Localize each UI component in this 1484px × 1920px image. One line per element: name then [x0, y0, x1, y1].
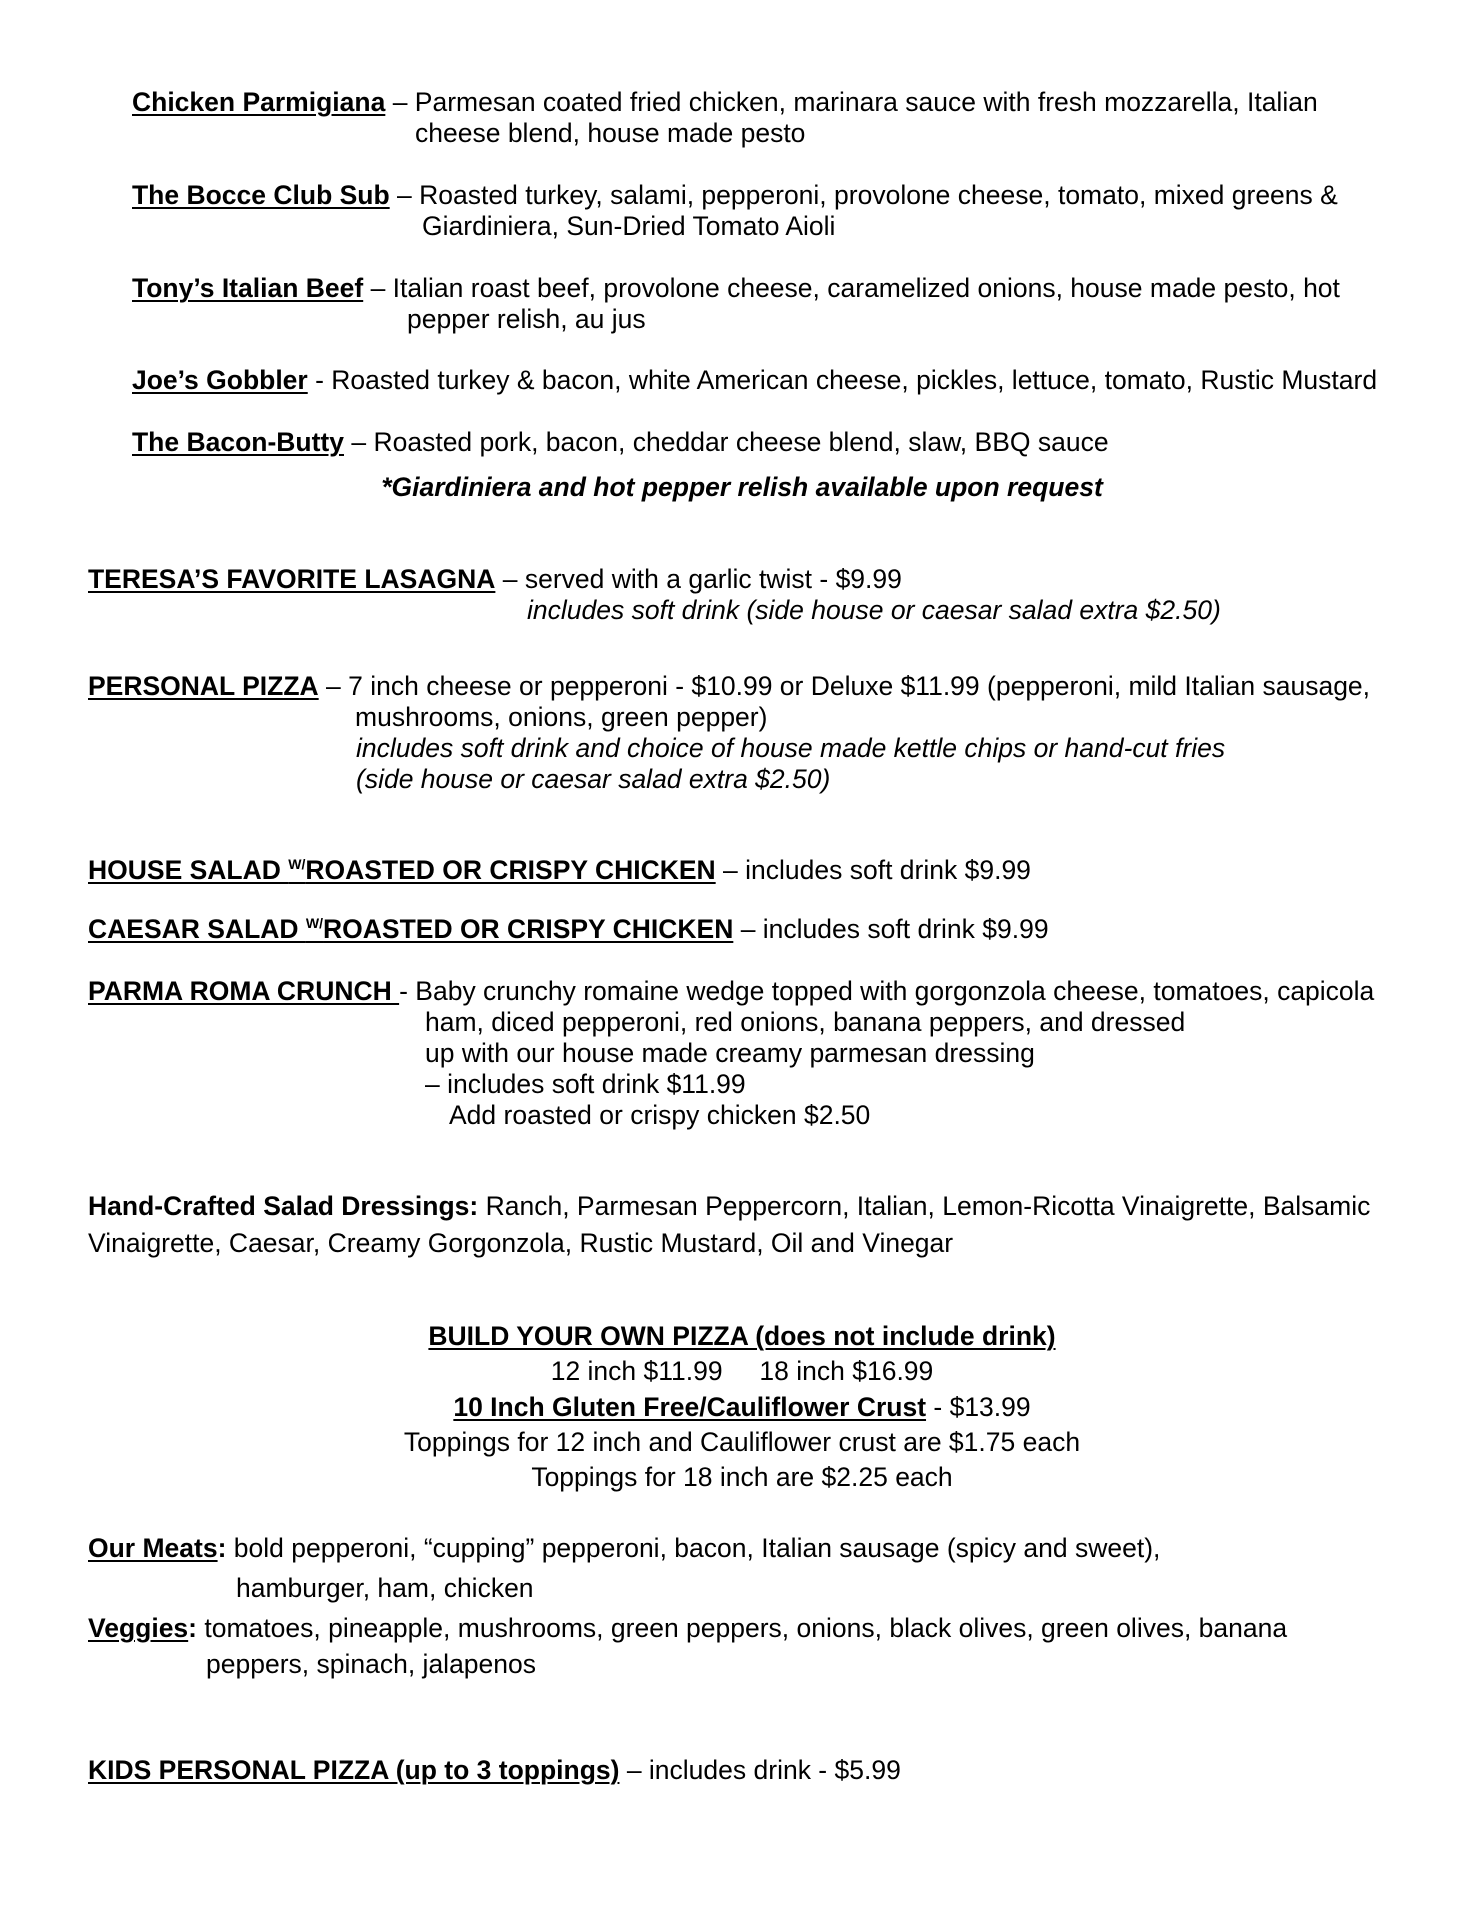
menu-item-parma-roma-crunch: [88, 976, 1374, 1007]
veggies-list-cont: peppers, spinach, jalapenos: [206, 1649, 537, 1679]
item-description: – served with a garlic twist - $9.99: [495, 564, 902, 594]
item-note: includes soft drink (side house or caesar salad extra $2.50): [527, 595, 1221, 625]
veggies-list: tomatoes, pineapple, mushrooms, green peppers, onions, black olives, green olives, banana: [197, 1613, 1288, 1643]
meats-line: [88, 1533, 1160, 1564]
menu-item-bacon-butty: [132, 427, 1109, 458]
item-description: – includes soft drink $9.99: [733, 914, 1049, 944]
item-description-cont: cheese blend, house made pesto: [415, 118, 806, 148]
item-description: Roasted turkey, salami, pepperoni, provolone cheese, tomato, mixed greens &: [419, 180, 1338, 210]
menu-item-chicken-parmigiana: [132, 87, 1318, 118]
item-description-cont: pepper relish, au jus: [407, 304, 646, 334]
item-name: [88, 855, 716, 885]
item-name: The Bacon-Butty: [132, 427, 344, 457]
item-name-part: CAESAR SALAD: [88, 914, 306, 944]
item-addon: Add roasted or crispy chicken $2.50: [449, 1100, 871, 1130]
menu-item-house-salad: [88, 855, 1031, 886]
item-separator: –: [389, 180, 420, 210]
item-description-cont: Giardiniera, Sun-Dried Tomato Aioli: [422, 211, 836, 241]
toppings-18-price: Toppings for 18 inch are $2.25 each: [531, 1462, 953, 1492]
with-superscript: W/: [305, 915, 324, 931]
item-name: KIDS PERSONAL PIZZA (up to 3 toppings): [88, 1755, 620, 1785]
item-name: PERSONAL PIZZA: [88, 671, 319, 701]
item-description-cont: up with our house made creamy parmesan dressing: [425, 1038, 1035, 1068]
gluten-free-line: [0, 1392, 1484, 1423]
dressings-list: Ranch, Parmesan Peppercorn, Italian, Lemon-Ricotta Vinaigrette, Balsamic: [478, 1191, 1371, 1221]
menu-item-joes-gobbler: [132, 365, 1377, 396]
item-note: (side house or caesar salad extra $2.50): [356, 764, 831, 794]
item-name: Joe’s Gobbler: [132, 365, 308, 395]
item-separator: -: [399, 976, 416, 1006]
toppings-12-price: Toppings for 12 inch and Cauliflower crust are $1.75 each: [403, 1427, 1081, 1457]
veggies-colon: :: [188, 1613, 197, 1643]
byo-pizza-title-line: [0, 1321, 1484, 1352]
menu-item-caesar-salad: [88, 914, 1049, 945]
meats-colon: :: [217, 1533, 227, 1563]
menu-item-bocce-club-sub: [132, 180, 1338, 211]
menu-item-tonys-italian-beef: [132, 273, 1340, 304]
veggies-line: [88, 1613, 1287, 1644]
item-name-part: HOUSE SALAD: [88, 855, 289, 885]
item-description: Roasted turkey & bacon, white American cheese, pickles, lettuce, tomato, Rustic Mustard: [331, 365, 1378, 395]
menu-item-kids-pizza: [88, 1755, 901, 1786]
meats-list-cont: hamburger, ham, chicken: [236, 1573, 534, 1603]
dressings-list-cont: Vinaigrette, Caesar, Creamy Gorgonzola, Rustic Mustard, Oil and Vinegar: [88, 1228, 954, 1258]
item-name: The Bocce Club Sub: [132, 180, 390, 210]
item-name: [88, 914, 733, 944]
item-name: Chicken Parmigiana: [132, 87, 386, 117]
item-separator: –: [363, 273, 393, 303]
item-separator: –: [385, 87, 415, 117]
item-name-part: ROASTED OR CRISPY CHICKEN: [305, 855, 716, 885]
byo-pizza-sizes: 12 inch $11.99 18 inch $16.99: [550, 1356, 934, 1386]
item-description-cont: ham, diced pepperoni, red onions, banana peppers, and dressed: [425, 1007, 1186, 1037]
dressings-label: Hand-Crafted Salad Dressings:: [88, 1191, 479, 1221]
item-description: – includes soft drink $9.99: [715, 855, 1031, 885]
item-name-part: ROASTED OR CRISPY CHICKEN: [323, 914, 734, 944]
dressings-line: [88, 1191, 1370, 1222]
menu-item-lasagna: [88, 564, 902, 595]
item-price-line: – includes soft drink $11.99: [425, 1069, 746, 1099]
menu-item-personal-pizza: [88, 671, 1370, 702]
meats-label: Our Meats: [88, 1533, 218, 1563]
veggies-label: Veggies: [88, 1613, 189, 1643]
item-separator: -: [307, 365, 332, 395]
item-name: TERESA’S FAVORITE LASAGNA: [88, 564, 496, 594]
item-note: includes soft drink and choice of house made kettle chips or hand-cut fries: [356, 733, 1226, 763]
item-description: – 7 inch cheese or pepperoni - $10.99 or Deluxe $11.99 (pepperoni, mild Italian sausage,: [318, 671, 1371, 701]
item-description-cont: mushrooms, onions, green pepper): [355, 702, 768, 732]
with-superscript: W/: [288, 856, 306, 872]
item-description: Baby crunchy romaine wedge topped with gorgonzola cheese, tomatoes, capicola: [415, 976, 1375, 1006]
meats-list: bold pepperoni, “cupping” pepperoni, bacon, Italian sausage (spicy and sweet),: [226, 1533, 1161, 1563]
item-separator: –: [344, 427, 374, 457]
item-name: PARMA ROMA CRUNCH: [88, 976, 400, 1006]
item-description: Italian roast beef, provolone cheese, caramelized onions, house made pesto, hot: [392, 273, 1340, 303]
byo-pizza-title: BUILD YOUR OWN PIZZA (does not include drink): [428, 1321, 1056, 1351]
item-description: Parmesan coated fried chicken, marinara sauce with fresh mozzarella, Italian: [414, 87, 1318, 117]
item-description: Roasted pork, bacon, cheddar cheese blend, slaw, BBQ sauce: [373, 427, 1109, 457]
sandwich-note: *Giardiniera and hot pepper relish available upon request: [381, 472, 1103, 502]
gluten-free-name: 10 Inch Gluten Free/Cauliflower Crust: [453, 1392, 927, 1422]
gluten-free-price: - $13.99: [926, 1392, 1031, 1422]
item-name: Tony’s Italian Beef: [132, 273, 364, 303]
item-description: – includes drink - $5.99: [619, 1755, 901, 1785]
